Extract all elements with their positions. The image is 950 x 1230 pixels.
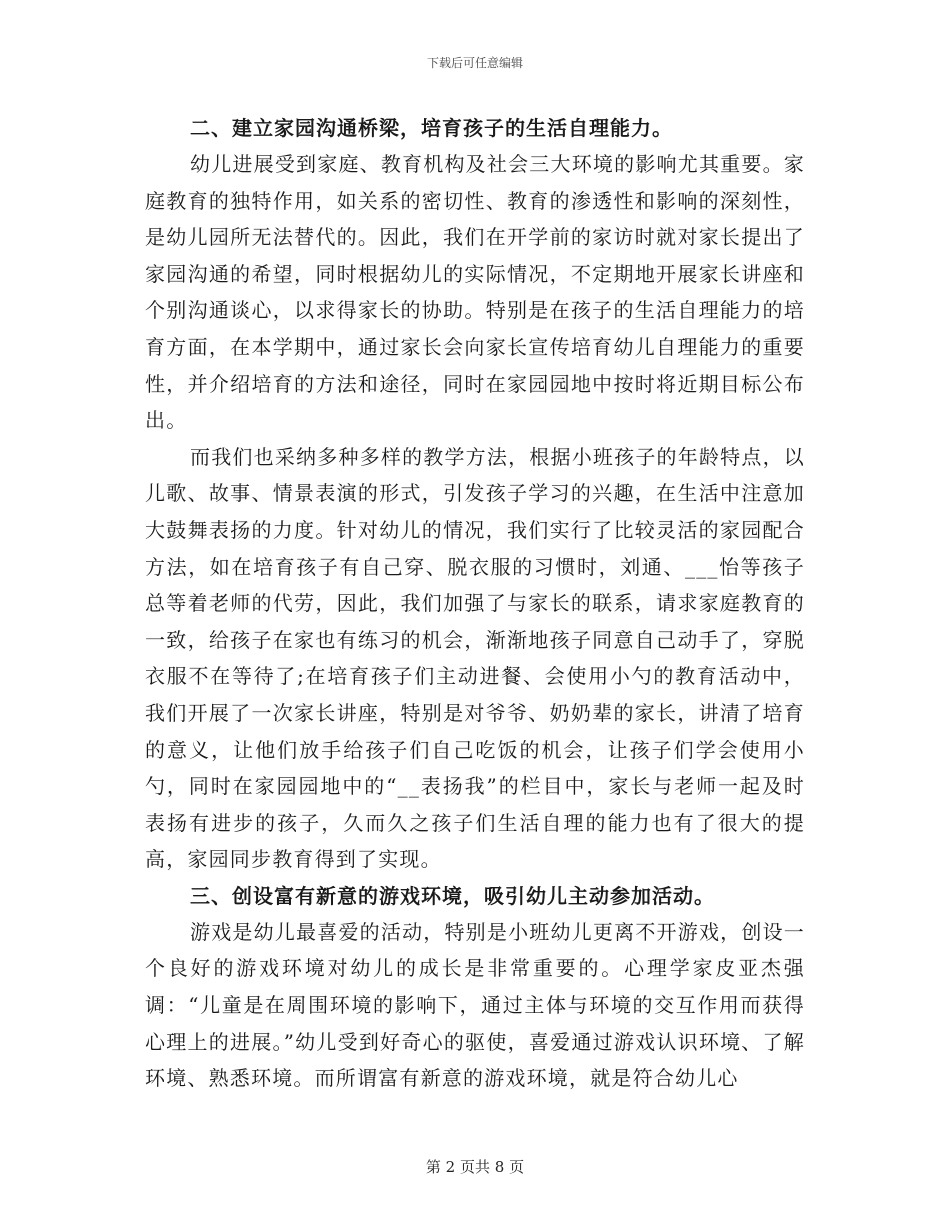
paragraph: 而我们也采纳多种多样的教学方法，根据小班孩子的年龄特点，以儿歌、故事、情景表演的形式，引发孩子学习的兴趣，在生活中注意加大鼓舞表扬的力度。针对幼儿的情况，我们实行了比较灵活的家园配合方法，如在培育孩子有自己穿、脱衣服的习惯时，刘通、___怡等孩子总等着老师的代劳，因此，我们加强了与家长的联系，请求家庭教育的一致，给孩子在家也有练习的机会，渐渐地孩子同意自己动手了，穿脱衣服不在等待了;在培育孩子们主动进餐、会使用小勺的教育活动中，我们开展了一次家长讲座，特别是对爷爷、奶奶辈的家长，讲清了培育的意义，让他们放手给孩子们自己吃饭的机会，让孩子们学会使用小勺，同时在家园园地中的“__表扬我”的栏目中，家长与老师一起及时表扬有进步的孩子，久而久之孩子们生活自理的能力也有了很大的提高，家园同步教育得到了实现。: [145, 444, 805, 872]
document-body: [145, 110, 805, 1097]
page-number-footer: 第 2 页共 8 页: [425, 1158, 525, 1176]
section-heading: 三、创设富有新意的游戏环境，吸引幼儿主动参加活动。: [190, 883, 715, 908]
page-header: 下载后可任意编辑: [426, 56, 523, 70]
section-heading: 二、建立家园沟通桥梁，培育孩子的生活自理能力。: [190, 116, 673, 140]
paragraph: 游戏是幼儿最喜爱的活动，特别是小班幼儿更离不开游戏，创设一个良好的游戏环境对幼儿的成长是非常重要的。心理学家皮亚杰强调：“儿童是在周围环境的影响下，通过主体与环境的交互作用而获得心理上的进展。”幼儿受到好奇心的驱使，喜爱通过游戏认识环境、了解环境、熟悉环境。而所谓富有新意的游戏环境，就是符合幼儿心: [145, 919, 805, 1091]
paragraph: 幼儿进展受到家庭、教育机构及社会三大环境的影响尤其重要。家庭教育的独特作用，如关系的密切性、教育的渗透性和影响的深刻性，是幼儿园所无法替代的。因此，我们在开学前的家访时就对家长提出了家园沟通的希望，同时根据幼儿的实际情况，不定期地开展家长讲座和个别沟通谈心，以求得家长的协助。特别是在孩子的生活自理能力的培育方面，在本学期中，通过家长会向家长宣传培育幼儿自理能力的重要性，并介绍培育的方法和途径，同时在家园园地中按时将近期目标公布出。: [145, 152, 805, 433]
